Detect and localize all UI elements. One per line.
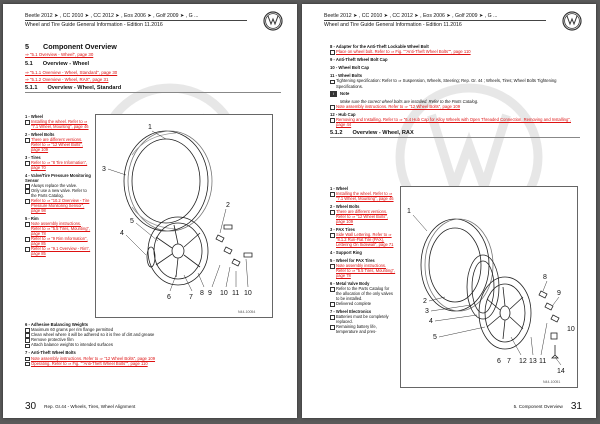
callout-4: 4: [429, 318, 433, 325]
callout-10: 10: [220, 290, 228, 297]
wheel-rax-exploded-drawing: [401, 187, 577, 387]
legend-item: 1 - Wheel Installing the wheel. Refer to ⇒ "7.1 Wheel, Mounting", page 46: [25, 114, 91, 129]
legend-item: 8 - Adapter for the Anti-Theft Lockable Wheel Bolt Place on wheel bolt. Refer to ⇒ Fig. ""Anti-Theft Wheel Bolts"", page 110: [330, 44, 580, 54]
legend-item: 12 - Hub Cap Removing and Installing. Refer to ⇒ "6.4 Hub Cap for Alloy Wheels with Open Threaded Connection, Removing and Installing", page 44: [330, 112, 580, 127]
note-icon: i: [330, 91, 337, 97]
callout-1: 1: [407, 208, 411, 215]
legend-item: 2 - Wheel Bolts There are different versions. Refer to ⇒ "12 Wheel Bolts", page 109: [330, 204, 396, 224]
page-header: [25, 12, 247, 29]
page-right: [302, 4, 596, 418]
legend-list-wide: [25, 322, 275, 369]
legend-item: 5 - Rim Note assembly instructions. Refer to ⇒ "5.5 Tires, Mounting", page 78 Refer to ⇒ "9 Rim Information", page 85 Refer to ⇒ "9.1 Overview - Rim", page 85: [25, 216, 91, 256]
callout-7: 7: [189, 294, 193, 301]
breadcrumb[interactable]: Beetle 2012 ➤ , CC 2010 ➤ , CC 2012 ➤ , Eos 2006 ➤ , Golf 2009 ➤ , G ...: [324, 13, 498, 19]
toc-link-wheel-rax[interactable]: ⇒ "5.1.2 Overview - Wheel, RAX", page 31: [25, 76, 109, 82]
page-left: [3, 4, 297, 418]
callout-3: 3: [102, 166, 106, 173]
callout-6: 6: [497, 358, 501, 365]
legend-item: 5 - Wheel for PAX Tires Note assembly instructions. Refer to ⇒ "5.5 Tires, Mounting", page 78: [330, 258, 396, 278]
legend-item: 11 - Wheel Bolts Tightening specification: Refer to ⇒ Suspension, Wheels, Steering; Rep. Gr. 44 ; Wheels, Tires; Wheel Bolts Tightening Specifications. i Note Make sure the correct wheel bolts are installed. Refer to the Parts Catalog. Note assembly instructions. Refer to ⇒ "12 Wheel Bolts", page 109: [330, 73, 580, 108]
callout-8: 8: [543, 274, 547, 281]
wheel-exploded-drawing: [96, 115, 272, 317]
breadcrumb[interactable]: Beetle 2012 ➤ , CC 2010 ➤ , CC 2012 ➤ , Eos 2006 ➤ , Golf 2009 ➤ , G ...: [25, 13, 199, 19]
legend-item: 4 - Support Ring: [330, 250, 362, 255]
note-box: i Note: [330, 91, 580, 97]
legend-item: 2 - Wheel Bolts There are different versions. Refer to ⇒ "12 Wheel Bolts", page 109: [25, 132, 91, 152]
legend-item: 7 - Wheel Electronics Batteries must be completely replaced. Remaining battery life, temperature and pres-: [330, 309, 396, 334]
callout-9: 9: [557, 290, 561, 297]
footer-text: Rep. Gr.44 - Wheels, Tires, Wheel Alignment: [44, 404, 136, 409]
toc-link-overview-wheel[interactable]: ⇒ "5.1 Overview - Wheel", page 30: [25, 52, 94, 58]
callout-13: 13: [529, 358, 537, 365]
page-footer: [25, 401, 135, 412]
callout-12: 12: [519, 358, 527, 365]
wheel-standard-figure: [95, 114, 273, 318]
callout-10b: 10: [244, 290, 252, 297]
callout-5: 5: [433, 334, 437, 341]
legend-item: 7 - Anti-Theft Wheel Bolts Note assembly instructions. Refer to ⇒ "12 Wheel Bolts", page 109 Operating. Refer to ⇒ Fig. ""Anti-Theft Wheel Bolts"", page 110: [25, 350, 275, 365]
legend-item: 1 - Wheel Installing the wheel. Refer to ⇒ "7.1 Wheel, Mounting", page 46: [330, 186, 396, 201]
legend-item: 4 - Valve/Tire Pressure Monitoring Sensor Always replace the valve. Only use a new valve. Refer to the Parts Catalog. Refer to ⇒ "10.2 Overview - Tire Pressure Monitoring Sensor", page 98: [25, 173, 91, 213]
callout-3: 3: [425, 308, 429, 315]
vw-logo-icon: [562, 11, 582, 31]
legend-item: 9 - Anti-Theft Wheel Bolt Cap: [330, 57, 388, 63]
legend-item: 6 - Metal Valve Body Refer to the Parts Catalog for the allocation of the only valves to be installed. Delivered complete: [330, 281, 396, 306]
legend-list: [330, 186, 396, 337]
callout-10: 10: [567, 326, 575, 333]
note-text: Make sure the correct wheel bolts are installed. Refer to the Parts Catalog.: [340, 98, 479, 104]
callout-11: 11: [232, 290, 240, 297]
legend-item: 3 - Tires Refer to ⇒ "8 Tire Information", page 70: [25, 155, 91, 170]
page-header: [324, 12, 546, 29]
legend-item: 10 - Wheel Bolt Cap: [330, 65, 370, 71]
toc-link-wheel-standard[interactable]: ⇒ "5.1.1 Overview - Wheel, Standard", page 30: [25, 70, 118, 76]
section-heading-5-1-1: 5.1.1 Overview - Wheel, Standard: [25, 86, 281, 93]
figure-code: N44-10054: [238, 310, 256, 314]
callout-4: 4: [120, 230, 124, 237]
callout-1: 1: [148, 124, 152, 131]
callout-9: 9: [208, 290, 212, 297]
callout-14: 14: [557, 368, 565, 375]
page-number: 31: [570, 401, 582, 412]
manual-subtitle: Wheel and Tire Guide General Information - Edition 11.2016: [25, 20, 247, 29]
callout-7: 7: [507, 358, 511, 365]
legend-item: 3 - PAX Tires Side Wall Lettering. Refer to ⇒ "8.1.2 Run-Flat Tire (PAX), Lettering On Sidewall", page 71: [330, 227, 396, 247]
callout-6: 6: [167, 294, 171, 301]
wheel-rax-figure: [400, 186, 578, 388]
callout-5: 5: [130, 218, 134, 225]
legend-list: [25, 114, 91, 259]
callout-2: 2: [423, 298, 427, 305]
section-heading-5-1: 5.1 Overview - Wheel: [25, 60, 90, 67]
page-content: [25, 44, 281, 96]
vw-logo-icon: [263, 11, 283, 31]
callout-2: 2: [226, 202, 230, 209]
callout-11: 11: [539, 358, 547, 365]
figure-code: N44-10051: [543, 380, 561, 384]
continued-legend: [330, 44, 580, 141]
manual-subtitle: Wheel and Tire Guide General Information - Edition 11.2016: [324, 20, 546, 29]
section-heading-5-1-2: 5.1.2 Overview - Wheel, RAX: [330, 131, 580, 138]
callout-8: 8: [200, 290, 204, 297]
page-number: 30: [25, 401, 37, 412]
chapter-heading: 5 Component Overview: [25, 42, 117, 51]
footer-text: 5. Component Overview: [513, 404, 563, 409]
page-footer: [514, 401, 582, 412]
legend-item: 6 - Adhesive Balancing Weights Maximum 60 grams per rim flange permitted Clean wheel where it will be adhered so it is free of dirt and grease Remove protective film Attach balance weights to intended surfaces: [25, 322, 275, 347]
